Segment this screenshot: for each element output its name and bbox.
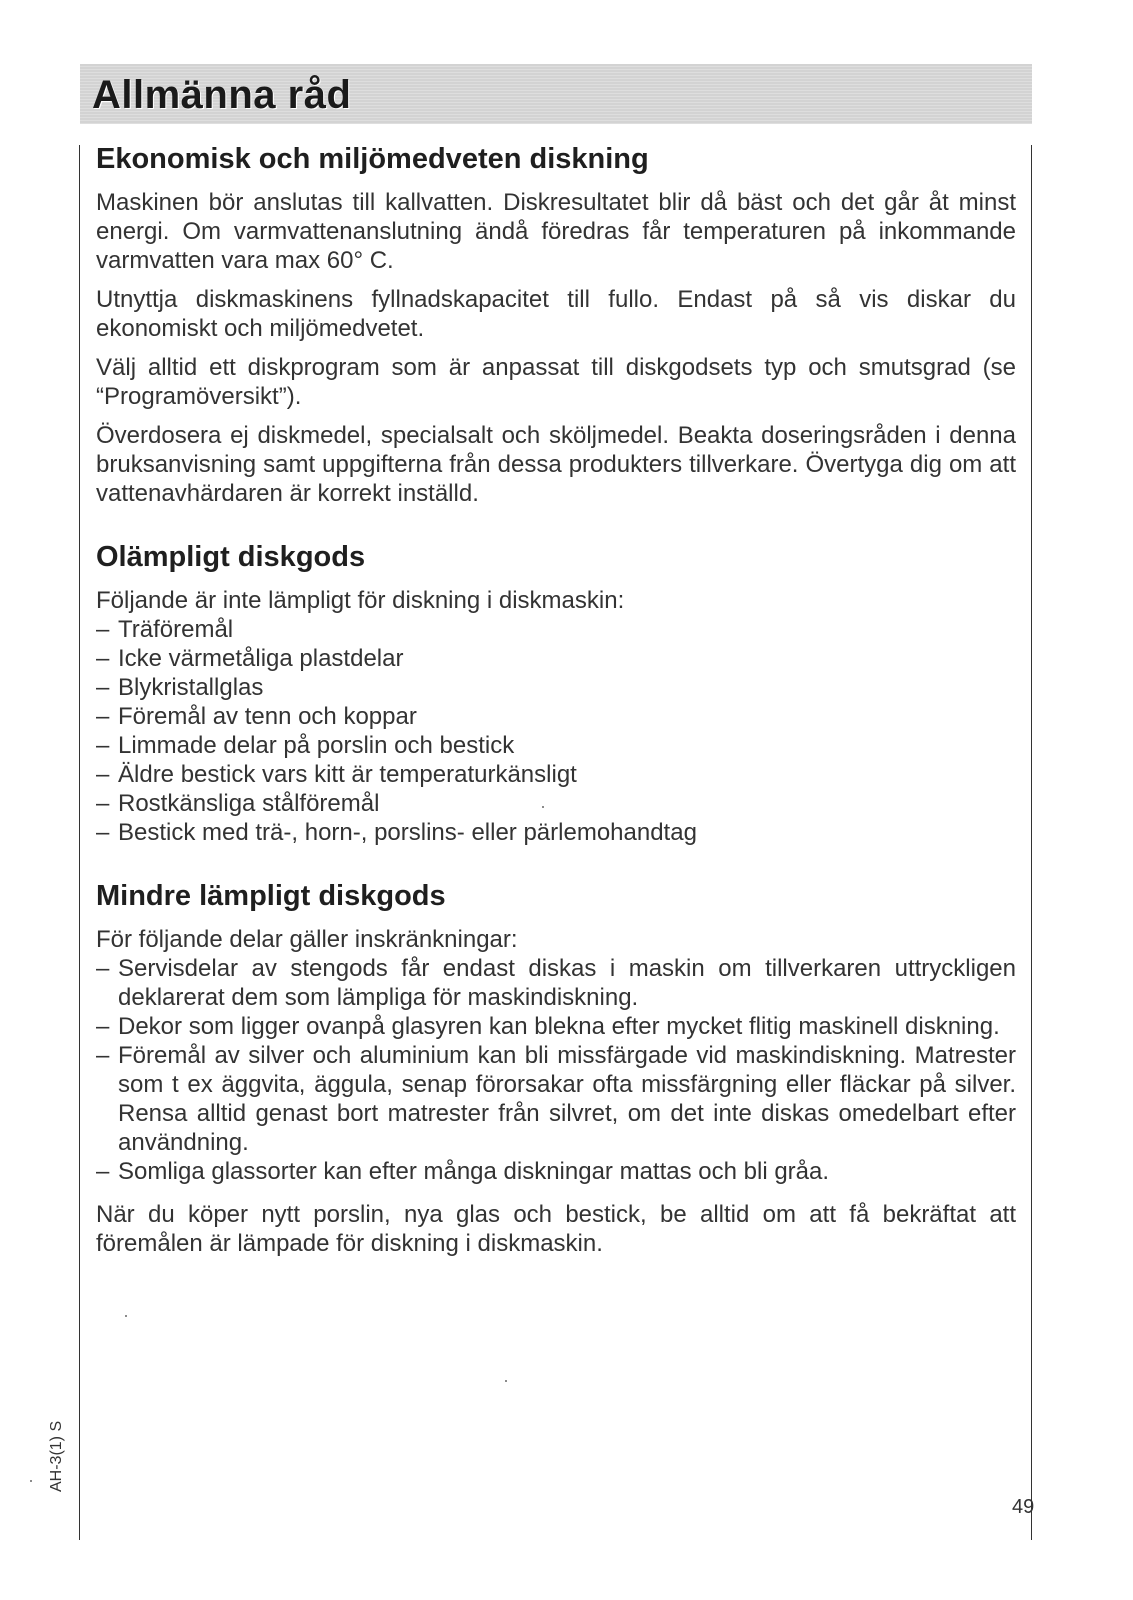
list-item: – Träföremål xyxy=(96,615,1016,644)
paragraph-cold-water: Maskinen bör anslutas till kallvatten. Diskresultatet blir då bäst och det går åt minst energi. Om varmvattenanslutning ändå föredras får temperaturen på inkommande varmvatten vara max 60° C. xyxy=(96,189,1016,274)
scan-speck xyxy=(542,806,544,808)
right-margin-rule xyxy=(1031,145,1032,1540)
closing-paragraph: När du köper nytt porslin, nya glas och bestick, be alltid om att få bekräftat att föremålen är lämpade för diskning i diskmaskin. xyxy=(96,1201,1016,1257)
paragraph-program: Välj alltid ett diskprogram som är anpassat till diskgodsets typ och smutsgrad (se “Programöversikt”). xyxy=(96,354,1016,410)
unsuitable-intro: Följande är inte lämpligt för diskning i diskmaskin: xyxy=(96,587,625,614)
scan-speck xyxy=(125,1315,127,1317)
section-heading-less-suitable: Mindre lämpligt diskgods xyxy=(96,880,446,912)
list-item: – Servisdelar av stengods får endast diskas i maskin om tillverkaren uttryckligen deklarerat dem som lämpliga för maskindiskning. xyxy=(96,954,1016,1012)
less-suitable-list xyxy=(96,954,1016,1186)
scan-speck xyxy=(505,1380,507,1382)
list-item: – Somliga glassorter kan efter många diskningar mattas och bli gråa. xyxy=(96,1157,1016,1186)
unsuitable-list xyxy=(96,615,1016,847)
scan-speck xyxy=(30,1480,32,1482)
list-item: – Äldre bestick vars kitt är temperaturkänsligt xyxy=(96,760,1016,789)
list-item: – Bestick med trä-, horn-, porslins- eller pärlemohandtag xyxy=(96,818,1016,847)
section-heading-economic: Ekonomisk och miljömedveten diskning xyxy=(96,143,649,175)
list-item: – Föremål av tenn och koppar xyxy=(96,702,1016,731)
list-item: – Föremål av silver och aluminium kan bli missfärgade vid maskindiskning. Matrester som t ex äggvita, äggula, senap förorsakar ofta missfärgning eller fläckar på silver. Rensa alltid genast bort matrester från silvret, om det inte diskas omedelbart efter användning. xyxy=(96,1041,1016,1157)
list-item: – Dekor som ligger ovanpå glasyren kan blekna efter mycket flitig maskinell diskning. xyxy=(96,1012,1016,1041)
less-suitable-intro: För följande delar gäller inskränkningar: xyxy=(96,926,518,953)
page-title: Allmänna råd xyxy=(92,73,352,117)
list-item: – Blykristallglas xyxy=(96,673,1016,702)
document-code: AH-3(1) S xyxy=(48,1420,65,1492)
paragraph-capacity: Utnyttja diskmaskinens fyllnadskapacitet till fullo. Endast på så vis diskar du ekonomiskt och miljömedvetet. xyxy=(96,286,1016,342)
left-margin-rule xyxy=(79,145,80,1540)
list-item: – Icke värmetåliga plastdelar xyxy=(96,644,1016,673)
section-heading-unsuitable: Olämpligt diskgods xyxy=(96,541,366,573)
list-item: – Rostkänsliga stålföremål xyxy=(96,789,1016,818)
list-item: – Limmade delar på porslin och bestick xyxy=(96,731,1016,760)
main-content xyxy=(96,140,1016,1258)
paragraph-dosage: Överdosera ej diskmedel, specialsalt och sköljmedel. Beakta doseringsråden i denna bruksanvisning samt uppgifterna från dessa produkters tillverkare. Övertyga dig om att vattenavhärdaren är korrekt inställd. xyxy=(96,422,1016,507)
page-number: 49 xyxy=(1012,1496,1035,1518)
